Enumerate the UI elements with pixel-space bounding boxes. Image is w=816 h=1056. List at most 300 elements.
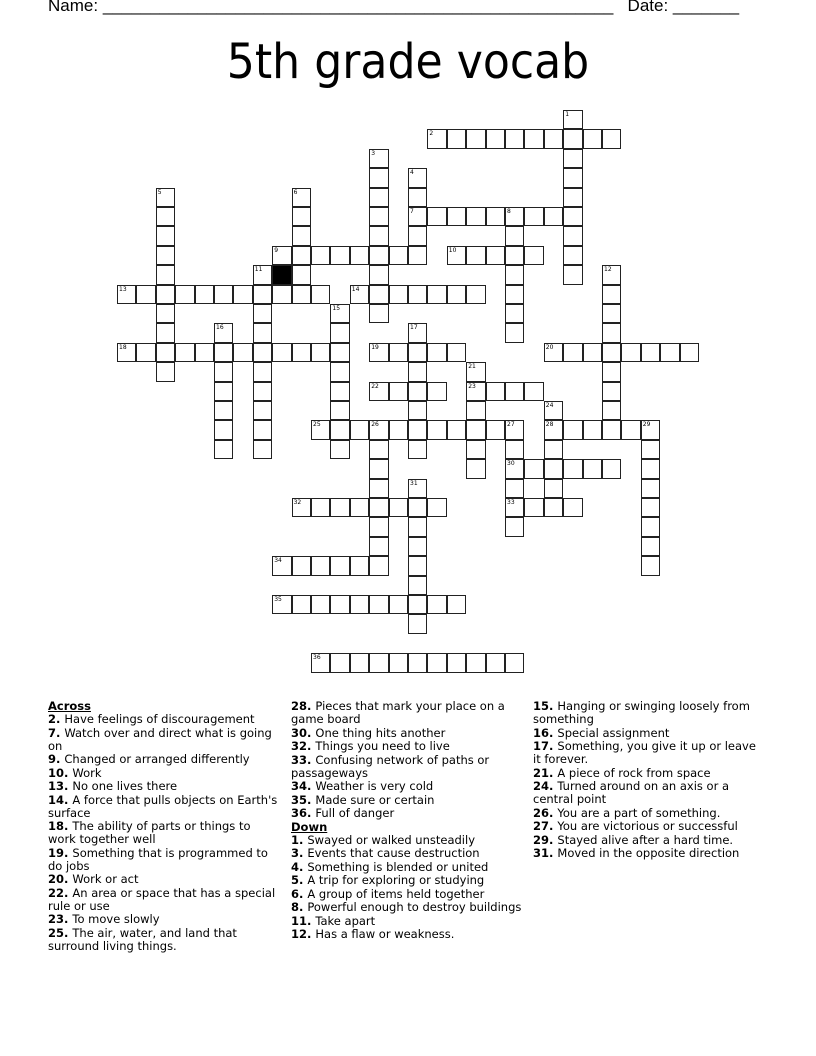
clue-item: 19. Something that is programmed to do jobs bbox=[48, 845, 268, 873]
grid-cell[interactable] bbox=[156, 207, 175, 226]
grid-cell[interactable] bbox=[505, 498, 524, 517]
grid-cell[interactable] bbox=[466, 246, 485, 265]
down-heading: Down bbox=[291, 819, 328, 834]
grid-cell[interactable] bbox=[505, 420, 524, 439]
clue-number: 34 bbox=[274, 557, 282, 565]
grid-cell[interactable] bbox=[311, 498, 330, 517]
grid-cell[interactable] bbox=[505, 479, 524, 498]
grid-cell[interactable] bbox=[447, 653, 466, 672]
grid-cell[interactable] bbox=[563, 188, 582, 207]
grid-cell[interactable] bbox=[408, 246, 427, 265]
grid-cell[interactable] bbox=[641, 517, 660, 536]
grid-cell[interactable] bbox=[505, 517, 524, 536]
grid-cell[interactable] bbox=[369, 265, 388, 284]
grid-cell[interactable] bbox=[427, 285, 446, 304]
grid-cell[interactable] bbox=[253, 401, 272, 420]
grid-cell[interactable] bbox=[660, 343, 679, 362]
grid-cell[interactable] bbox=[311, 595, 330, 614]
grid-cell[interactable] bbox=[156, 285, 175, 304]
clue-item: 21. A piece of rock from space bbox=[533, 765, 711, 780]
grid-cell[interactable] bbox=[447, 246, 466, 265]
date-field[interactable]: _______ bbox=[672, 0, 740, 15]
grid-cell[interactable] bbox=[311, 343, 330, 362]
grid-cell[interactable] bbox=[408, 207, 427, 226]
grid-cell[interactable] bbox=[602, 285, 621, 304]
grid-cell[interactable] bbox=[311, 285, 330, 304]
grid-cell[interactable] bbox=[524, 498, 543, 517]
grid-cell[interactable] bbox=[466, 207, 485, 226]
grid-cell[interactable] bbox=[292, 188, 311, 207]
grid-cell[interactable] bbox=[408, 343, 427, 362]
clue-item: 31. Moved in the opposite direction bbox=[533, 846, 740, 860]
grid-cell[interactable] bbox=[524, 459, 543, 478]
grid-cell[interactable] bbox=[369, 304, 388, 323]
grid-cell[interactable] bbox=[330, 323, 349, 342]
clue-item: 11. Take apart bbox=[291, 913, 376, 928]
grid-cell[interactable] bbox=[486, 246, 505, 265]
grid-cell[interactable] bbox=[427, 343, 446, 362]
grid-cell[interactable] bbox=[447, 285, 466, 304]
grid-cell[interactable] bbox=[156, 188, 175, 207]
clues-column-1 bbox=[48, 700, 280, 953]
clue-number: 36 bbox=[313, 654, 321, 662]
grid-cell[interactable] bbox=[505, 129, 524, 148]
grid-cell[interactable] bbox=[544, 498, 563, 517]
grid-cell[interactable] bbox=[195, 285, 214, 304]
grid-cell[interactable] bbox=[369, 459, 388, 478]
date-label: Date: bbox=[627, 0, 669, 15]
grid-cell[interactable] bbox=[136, 285, 155, 304]
grid-cell[interactable] bbox=[583, 343, 602, 362]
grid-cell[interactable] bbox=[350, 285, 369, 304]
grid-cell[interactable] bbox=[563, 265, 582, 284]
grid-cell[interactable] bbox=[389, 343, 408, 362]
page-title: 5th grade vocab bbox=[226, 34, 590, 90]
grid-cell[interactable] bbox=[408, 323, 427, 342]
grid-cell[interactable] bbox=[369, 207, 388, 226]
grid-cell[interactable] bbox=[486, 653, 505, 672]
grid-cell[interactable] bbox=[563, 459, 582, 478]
grid-cell[interactable] bbox=[214, 382, 233, 401]
grid-cell[interactable] bbox=[272, 595, 291, 614]
grid-cell[interactable] bbox=[408, 362, 427, 381]
grid-cell[interactable] bbox=[427, 653, 446, 672]
black-cell bbox=[272, 265, 291, 284]
grid-cell[interactable] bbox=[524, 207, 543, 226]
grid-cell[interactable] bbox=[253, 382, 272, 401]
clue-item: 10. Work bbox=[48, 765, 102, 780]
grid-cell[interactable] bbox=[447, 343, 466, 362]
grid-cell[interactable] bbox=[156, 226, 175, 245]
grid-cell[interactable] bbox=[253, 440, 272, 459]
clue-item: 7. Watch over and direct what is going on bbox=[48, 725, 272, 753]
grid-cell[interactable] bbox=[602, 265, 621, 284]
grid-cell[interactable] bbox=[330, 420, 349, 439]
grid-cell[interactable] bbox=[602, 304, 621, 323]
clue-number: 12 bbox=[604, 266, 612, 274]
clue-item: 34. Weather is very cold bbox=[291, 779, 434, 793]
clue-number: 24 bbox=[545, 402, 554, 409]
grid-cell[interactable] bbox=[369, 168, 388, 187]
grid-cell[interactable] bbox=[253, 323, 272, 342]
grid-cell[interactable] bbox=[292, 595, 311, 614]
grid-cell[interactable] bbox=[602, 343, 621, 362]
grid-cell[interactable] bbox=[544, 479, 563, 498]
grid-cell[interactable] bbox=[427, 207, 446, 226]
grid-cell[interactable] bbox=[563, 343, 582, 362]
grid-cell[interactable] bbox=[253, 362, 272, 381]
clue-number: 22 bbox=[371, 382, 379, 390]
grid-cell[interactable] bbox=[292, 285, 311, 304]
grid-cell[interactable] bbox=[641, 556, 660, 575]
grid-cell[interactable] bbox=[563, 207, 582, 226]
grid-cell[interactable] bbox=[466, 129, 485, 148]
grid-cell[interactable] bbox=[466, 653, 485, 672]
grid-cell[interactable] bbox=[563, 129, 582, 148]
grid-cell[interactable] bbox=[544, 440, 563, 459]
grid-cell[interactable] bbox=[408, 614, 427, 633]
grid-cell[interactable] bbox=[175, 343, 194, 362]
grid-cell[interactable] bbox=[505, 382, 524, 401]
grid-cell[interactable] bbox=[602, 401, 621, 420]
grid-cell[interactable] bbox=[350, 420, 369, 439]
clue-number: 18 bbox=[119, 343, 127, 351]
grid-cell[interactable] bbox=[505, 459, 524, 478]
clue-item: 5. A trip for exploring or studying bbox=[291, 873, 485, 887]
grid-cell[interactable] bbox=[292, 498, 311, 517]
grid-cell[interactable] bbox=[408, 537, 427, 556]
grid-cell[interactable] bbox=[544, 129, 563, 148]
clue-number: 32 bbox=[293, 499, 302, 506]
clues-column-2 bbox=[291, 700, 523, 942]
grid-cell[interactable] bbox=[311, 653, 330, 672]
grid-cell[interactable] bbox=[389, 595, 408, 614]
grid-cell[interactable] bbox=[389, 420, 408, 439]
clue-number: 14 bbox=[351, 285, 360, 293]
grid-cell[interactable] bbox=[602, 382, 621, 401]
grid-cell[interactable] bbox=[369, 246, 388, 265]
grid-cell[interactable] bbox=[292, 246, 311, 265]
grid-cell[interactable] bbox=[408, 653, 427, 672]
grid-cell[interactable] bbox=[447, 207, 466, 226]
grid-cell[interactable] bbox=[369, 382, 388, 401]
grid-cell[interactable] bbox=[330, 556, 349, 575]
grid-cell[interactable] bbox=[505, 323, 524, 342]
grid-cell[interactable] bbox=[505, 440, 524, 459]
grid-cell[interactable] bbox=[505, 246, 524, 265]
grid-cell[interactable] bbox=[505, 265, 524, 284]
grid-cell[interactable] bbox=[330, 382, 349, 401]
grid-cell[interactable] bbox=[641, 459, 660, 478]
grid-cell[interactable] bbox=[641, 537, 660, 556]
grid-cell[interactable] bbox=[544, 459, 563, 478]
grid-cell[interactable] bbox=[272, 246, 291, 265]
grid-cell[interactable] bbox=[389, 246, 408, 265]
grid-cell[interactable] bbox=[524, 382, 543, 401]
clue-number: 28 bbox=[545, 421, 554, 429]
grid-cell[interactable] bbox=[583, 129, 602, 148]
grid-cell[interactable] bbox=[583, 420, 602, 439]
grid-cell[interactable] bbox=[214, 285, 233, 304]
grid-cell[interactable] bbox=[272, 556, 291, 575]
clue-number: 13 bbox=[119, 285, 127, 293]
grid-cell[interactable] bbox=[389, 382, 408, 401]
grid-cell[interactable] bbox=[369, 226, 388, 245]
grid-cell[interactable] bbox=[369, 517, 388, 536]
clue-item: 16. Special assignment bbox=[533, 725, 670, 740]
grid-cell[interactable] bbox=[466, 401, 485, 420]
grid-cell[interactable] bbox=[447, 595, 466, 614]
grid-cell[interactable] bbox=[641, 343, 660, 362]
grid-cell[interactable] bbox=[214, 401, 233, 420]
grid-cell[interactable] bbox=[544, 420, 563, 439]
grid-cell[interactable] bbox=[641, 420, 660, 439]
clue-item: 32. Things you need to live bbox=[291, 739, 450, 753]
grid-cell[interactable] bbox=[156, 246, 175, 265]
clue-number: 26 bbox=[371, 421, 379, 429]
grid-cell[interactable] bbox=[389, 285, 408, 304]
grid-cell[interactable] bbox=[621, 420, 640, 439]
grid-cell[interactable] bbox=[292, 207, 311, 226]
grid-cell[interactable] bbox=[486, 129, 505, 148]
grid-cell[interactable] bbox=[233, 285, 252, 304]
grid-cell[interactable] bbox=[253, 304, 272, 323]
clue-item: 28. Pieces that mark your place on a game board bbox=[291, 699, 505, 726]
grid-cell[interactable] bbox=[350, 595, 369, 614]
clue-item: 20. Work or act bbox=[48, 872, 139, 886]
grid-cell[interactable] bbox=[117, 343, 136, 362]
clue-number: 15 bbox=[332, 305, 341, 312]
grid-cell[interactable] bbox=[602, 323, 621, 342]
grid-cell[interactable] bbox=[156, 304, 175, 323]
grid-cell[interactable] bbox=[214, 343, 233, 362]
grid-cell[interactable] bbox=[389, 653, 408, 672]
grid-cell[interactable] bbox=[330, 595, 349, 614]
grid-cell[interactable] bbox=[408, 285, 427, 304]
grid-cell[interactable] bbox=[253, 420, 272, 439]
grid-cell[interactable] bbox=[330, 304, 349, 323]
grid-cell[interactable] bbox=[427, 129, 446, 148]
grid-cell[interactable] bbox=[292, 343, 311, 362]
grid-cell[interactable] bbox=[156, 323, 175, 342]
clue-item: 36. Full of danger bbox=[291, 806, 395, 820]
grid-cell[interactable] bbox=[466, 420, 485, 439]
clue-item: 30. One thing hits another bbox=[291, 725, 446, 740]
clue-number: 9 bbox=[274, 246, 279, 254]
grid-cell[interactable] bbox=[233, 343, 252, 362]
grid-cell[interactable] bbox=[214, 420, 233, 439]
grid-cell[interactable] bbox=[486, 207, 505, 226]
grid-cell[interactable] bbox=[195, 343, 214, 362]
grid-cell[interactable] bbox=[408, 226, 427, 245]
grid-cell[interactable] bbox=[311, 556, 330, 575]
grid-cell[interactable] bbox=[330, 440, 349, 459]
grid-cell[interactable] bbox=[389, 498, 408, 517]
grid-cell[interactable] bbox=[369, 343, 388, 362]
grid-cell[interactable] bbox=[408, 517, 427, 536]
grid-cell[interactable] bbox=[253, 343, 272, 362]
grid-cell[interactable] bbox=[408, 401, 427, 420]
clue-item: 24. Turned around on an axis or a central point bbox=[533, 779, 730, 806]
grid-cell[interactable] bbox=[505, 207, 524, 226]
grid-cell[interactable] bbox=[641, 498, 660, 517]
grid-cell[interactable] bbox=[486, 420, 505, 439]
grid-cell[interactable] bbox=[602, 459, 621, 478]
grid-cell[interactable] bbox=[408, 440, 427, 459]
grid-cell[interactable] bbox=[156, 362, 175, 381]
grid-cell[interactable] bbox=[330, 401, 349, 420]
grid-cell[interactable] bbox=[408, 498, 427, 517]
grid-cell[interactable] bbox=[544, 401, 563, 420]
grid-cell[interactable] bbox=[330, 343, 349, 362]
grid-cell[interactable] bbox=[408, 576, 427, 595]
clues-column-3 bbox=[533, 700, 765, 861]
grid-cell[interactable] bbox=[505, 653, 524, 672]
grid-cell[interactable] bbox=[272, 343, 291, 362]
grid-cell[interactable] bbox=[563, 420, 582, 439]
grid-cell[interactable] bbox=[369, 440, 388, 459]
grid-cell[interactable] bbox=[602, 362, 621, 381]
grid-cell[interactable] bbox=[117, 285, 136, 304]
grid-cell[interactable] bbox=[350, 653, 369, 672]
grid-cell[interactable] bbox=[408, 556, 427, 575]
grid-cell[interactable] bbox=[427, 382, 446, 401]
clue-item: 12. Has a flaw or weakness. bbox=[291, 927, 455, 941]
grid-cell[interactable] bbox=[408, 382, 427, 401]
grid-cell[interactable] bbox=[175, 285, 194, 304]
grid-cell[interactable] bbox=[330, 362, 349, 381]
grid-cell[interactable] bbox=[253, 285, 272, 304]
grid-cell[interactable] bbox=[427, 498, 446, 517]
clue-number: 3 bbox=[371, 149, 376, 157]
grid-cell[interactable] bbox=[292, 556, 311, 575]
clue-number: 4 bbox=[410, 169, 414, 177]
grid-cell[interactable] bbox=[466, 440, 485, 459]
grid-cell[interactable] bbox=[156, 265, 175, 284]
grid-cell[interactable] bbox=[563, 246, 582, 265]
grid-cell[interactable] bbox=[369, 537, 388, 556]
grid-cell[interactable] bbox=[369, 498, 388, 517]
grid-cell[interactable] bbox=[466, 459, 485, 478]
grid-cell[interactable] bbox=[563, 498, 582, 517]
clue-number: 23 bbox=[468, 382, 476, 390]
grid-cell[interactable] bbox=[524, 129, 543, 148]
grid-cell[interactable] bbox=[427, 420, 446, 439]
grid-cell[interactable] bbox=[602, 420, 621, 439]
clue-item: 29. Stayed alive after a hard time. bbox=[533, 832, 734, 847]
grid-cell[interactable] bbox=[292, 265, 311, 284]
grid-cell[interactable] bbox=[505, 226, 524, 245]
clue-item: 14. A force that pulls objects on Earth's surface bbox=[48, 792, 278, 820]
grid-cell[interactable] bbox=[311, 420, 330, 439]
grid-cell[interactable] bbox=[311, 246, 330, 265]
grid-cell[interactable] bbox=[680, 343, 699, 362]
grid-cell[interactable] bbox=[369, 653, 388, 672]
clue-number: 29 bbox=[642, 421, 651, 429]
grid-cell[interactable] bbox=[156, 343, 175, 362]
clue-number: 27 bbox=[507, 421, 515, 429]
clue-number: 11 bbox=[254, 266, 263, 274]
clue-number: 33 bbox=[507, 499, 515, 506]
clue-number: 16 bbox=[216, 324, 224, 332]
grid-cell[interactable] bbox=[563, 110, 582, 129]
grid-cell[interactable] bbox=[369, 149, 388, 168]
grid-cell[interactable] bbox=[350, 246, 369, 265]
grid-cell[interactable] bbox=[641, 440, 660, 459]
grid-cell[interactable] bbox=[330, 498, 349, 517]
grid-cell[interactable] bbox=[369, 595, 388, 614]
clue-number: 19 bbox=[371, 343, 379, 351]
grid-cell[interactable] bbox=[524, 246, 543, 265]
grid-cell[interactable] bbox=[253, 265, 272, 284]
clue-number: 17 bbox=[410, 324, 418, 332]
grid-cell[interactable] bbox=[427, 595, 446, 614]
clue-number: 30 bbox=[507, 460, 515, 468]
grid-cell[interactable] bbox=[330, 246, 349, 265]
grid-cell[interactable] bbox=[486, 382, 505, 401]
grid-cell[interactable] bbox=[214, 323, 233, 342]
clue-number: 1 bbox=[565, 111, 570, 118]
grid-cell[interactable] bbox=[641, 479, 660, 498]
grid-cell[interactable] bbox=[602, 129, 621, 148]
clue-number: 5 bbox=[157, 188, 162, 196]
clue-number: 21 bbox=[468, 363, 476, 371]
grid-cell[interactable] bbox=[292, 226, 311, 245]
clue-number: 8 bbox=[507, 208, 511, 215]
grid-cell[interactable] bbox=[369, 285, 388, 304]
clue-item: 18. The ability of parts or things to work together well bbox=[48, 819, 251, 846]
grid-cell[interactable] bbox=[408, 188, 427, 207]
grid-cell[interactable] bbox=[350, 556, 369, 575]
grid-cell[interactable] bbox=[350, 498, 369, 517]
grid-cell[interactable] bbox=[369, 556, 388, 575]
grid-cell[interactable] bbox=[563, 168, 582, 187]
grid-cell[interactable] bbox=[136, 343, 155, 362]
grid-cell[interactable] bbox=[214, 440, 233, 459]
clue-number: 35 bbox=[274, 596, 282, 603]
grid-cell[interactable] bbox=[447, 129, 466, 148]
grid-cell[interactable] bbox=[583, 459, 602, 478]
grid-cell[interactable] bbox=[563, 226, 582, 245]
clue-item: 17. Something, you give it up or leave it forever. bbox=[533, 739, 756, 766]
clue-item: 2. Have feelings of discouragement bbox=[48, 712, 255, 726]
grid-cell[interactable] bbox=[447, 420, 466, 439]
grid-cell[interactable] bbox=[544, 207, 563, 226]
grid-cell[interactable] bbox=[369, 479, 388, 498]
grid-cell[interactable] bbox=[408, 595, 427, 614]
grid-cell[interactable] bbox=[369, 420, 388, 439]
grid-cell[interactable] bbox=[408, 168, 427, 187]
grid-cell[interactable] bbox=[272, 285, 291, 304]
grid-cell[interactable] bbox=[505, 304, 524, 323]
grid-cell[interactable] bbox=[466, 285, 485, 304]
grid-cell[interactable] bbox=[505, 285, 524, 304]
grid-cell[interactable] bbox=[621, 343, 640, 362]
grid-cell[interactable] bbox=[408, 420, 427, 439]
clue-item: 26. You are a part of something. bbox=[533, 805, 721, 820]
grid-cell[interactable] bbox=[369, 188, 388, 207]
grid-cell[interactable] bbox=[466, 382, 485, 401]
grid-cell[interactable] bbox=[214, 362, 233, 381]
grid-cell[interactable] bbox=[330, 653, 349, 672]
across-heading: Across bbox=[48, 699, 91, 713]
name-field[interactable]: ______________________________________________________ bbox=[102, 0, 614, 15]
grid-cell[interactable] bbox=[408, 479, 427, 498]
clue-number: 2 bbox=[429, 130, 434, 138]
grid-cell[interactable] bbox=[563, 149, 582, 168]
grid-cell[interactable] bbox=[466, 362, 485, 381]
grid-cell[interactable] bbox=[544, 343, 563, 362]
